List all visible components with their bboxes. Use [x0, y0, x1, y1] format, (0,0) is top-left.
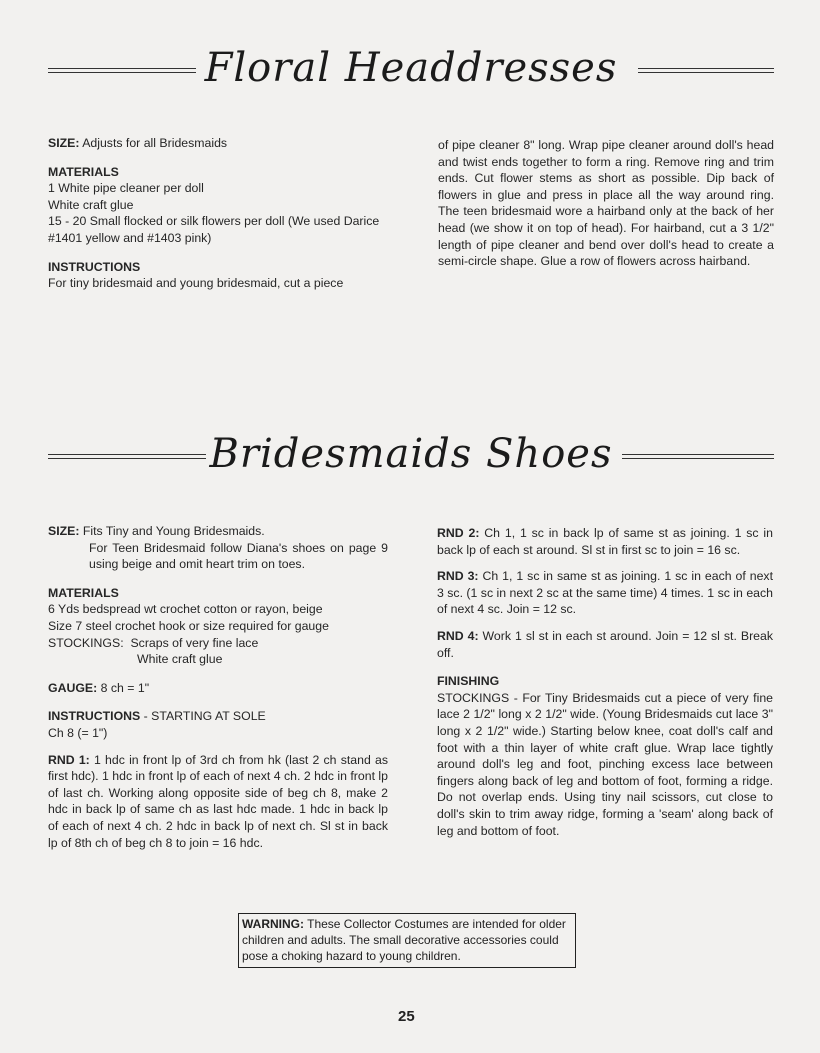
floral-headdresses-heading: [48, 38, 774, 98]
size-note: For Teen Bridesmaid follow Diana's shoes on page 9 using beige and omit heart trim on toes.: [89, 540, 388, 572]
rnd-2: RND 2: Ch 1, 1 sc in back lp of same st as joining. 1 sc in back lp of each st around. Sl st in first sc to join = 16 sc.: [437, 526, 773, 557]
rnd-3: RND 3: Ch 1, 1 sc in same st as joining. 1 sc in each of next 3 sc. (1 sc in next 2 sc at the same time) 4 times. 1 sc in each of next 4 sc. Join = 12 sc.: [437, 569, 773, 617]
materials-title: MATERIALS: [48, 164, 119, 179]
material-item: 6 Yds bedspread wt crochet cotton or rayon, beige: [48, 602, 323, 617]
material-item: Size 7 steel crochet hook or size required for gauge: [48, 618, 329, 633]
stockings-item: White craft glue: [137, 652, 223, 667]
material-item: 1 White pipe cleaner per doll: [48, 181, 204, 196]
floral-column-left: [48, 135, 388, 292]
finishing-title: FINISHING: [437, 674, 500, 689]
shoes-column-right: [437, 525, 773, 839]
rnd-1: RND 1: 1 hdc in front lp of 3rd ch from hk (last 2 ch stand as first hdc). 1 hdc in front lp of each of next 4 ch. 2 hdc in front lp of last ch. Working along opposite side of beg ch 8, make 2 hdc in back lp of same ch as last hdc made. 1 hdc in back lp of each of next 4 ch. 2 hdc in back lp of next ch. Sl st in back lp of 8th ch of beg ch 8 to join = 16 hdc.: [48, 752, 388, 850]
instructions-text: For tiny bridesmaid and young bridesmaid, cut a piece: [48, 276, 344, 291]
stockings-line: STOCKINGS: Scraps of very fine lace: [48, 635, 259, 650]
heading-title: Bridesmaids Shoes: [209, 431, 613, 477]
bridesmaids-shoes-heading: [48, 424, 774, 484]
instructions-title: INSTRUCTIONS: [48, 259, 141, 274]
warning-text: These Collector Costumes are intended for older children and adults. The small decorative accessories could pose a choking hazard to young children.: [242, 917, 566, 963]
material-item: 15 - 20 Small flocked or silk flowers per doll (We used Darice #1401 yellow and #1403 pink): [48, 214, 380, 245]
floral-column-right: [438, 137, 774, 270]
gauge-line: GAUGE: 8 ch = 1": [48, 680, 150, 695]
rnd-4: RND 4: Work 1 sl st in each st around. Join = 12 sl st. Break off.: [437, 628, 773, 660]
finishing-text: STOCKINGS - For Tiny Bridesmaids cut a piece of very fine lace 2 1/2" long x 2 1/2" wide. (Young Bridesmaids cut lace 3" long x 2 1/2" wide.) Starting below knee, coat doll's calf and foot with a thin layer of white craft glue. Wrap lace tightly around doll's leg and foot, pinching excess lace between fingers along back of leg and bottom of foot, forming a ridge. Do not overlap ends. Using tiny nail scissors, cut close to doll's skin to trim away ridge, forming a 'seam' along back of leg and bottom of foot.: [437, 690, 773, 838]
page-number: 25: [398, 1008, 415, 1025]
warning-box: [238, 913, 576, 968]
warning-label: WARNING:: [242, 917, 304, 931]
material-item: White craft glue: [48, 197, 134, 212]
shoes-column-left: [48, 523, 388, 851]
size-line: SIZE: Fits Tiny and Young Bridesmaids.: [48, 524, 265, 538]
materials-title: MATERIALS: [48, 585, 119, 600]
instructions-title: INSTRUCTIONS - STARTING AT SOLE: [48, 709, 266, 724]
heading-title: Floral Headdresses: [204, 45, 618, 91]
size-line: SIZE: Adjusts for all Bridesmaids: [48, 136, 228, 150]
ch-line: Ch 8 (= 1"): [48, 725, 108, 740]
instructions-continued: of pipe cleaner 8" long. Wrap pipe cleaner around doll's head and twist ends together to form a ring. Remove ring and trim ends. Cut flower stems as short as possible. Dip back of flowers in glue and press in place all the way around ring. The teen bridesmaid wore a hairband only at the back of her head (we show it on top of head). For hairband, cut a 3 1/2" length of pipe cleaner and bend over doll's head to create a semi-circle shape. Glue a row of flowers across hairband.: [438, 138, 774, 269]
